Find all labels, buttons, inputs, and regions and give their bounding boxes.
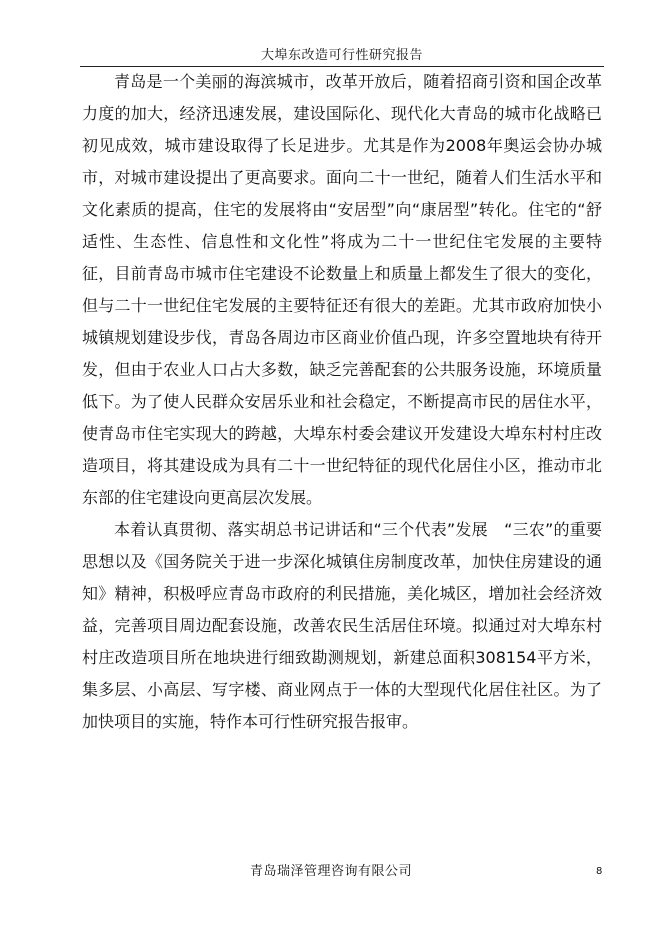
body-text bbox=[82, 66, 602, 738]
page-number: 8 bbox=[596, 866, 603, 877]
paragraph-2: 本着认真贯彻、落实胡总书记讲话和“三个代表”发展 “三农”的重要思想以及《国务院关于进一步深化城镇住房制度改革，加快住房建设的通知》精神，积极呼应青岛市政府的利民措施，美化城区，增加社会经济效益，完善项目周边配套设施，改善农民生活居住环境。拟通过对大埠东村村庄改造项目所在地块进行细致勘测规划，新建总面积308154平方米，集多层、小高层、写字楼、商业网点于一体的大型现代化居住社区。为了加快项目的实施，特作本可行性研究报告报审。 bbox=[82, 520, 602, 731]
footer-company: 青岛瑞泽管理咨询有限公司 bbox=[249, 864, 412, 879]
header-title: 大埠东改造可行性研究报告 bbox=[260, 48, 423, 63]
paragraph-1: 青岛是一个美丽的海滨城市，改革开放后，随着招商引资和国企改革力度的加大，经济迅速发展，建设国际化、现代化大青岛的城市化战略已初见成效，城市建设取得了长足进步。尤其是作为2008年奥运会协办城市，对城市建设提出了更高要求。面向二十一世纪，随着人们生活水平和文化素质的提高，住宅的发展将由“安居型”向“康居型”转化。住宅的“舒适性、生态性、信息性和文化性”将成为二十一世纪住宅发展的主要特征，目前青岛市城市住宅建设不论数量上和质量上都发生了很大的变化，但与二十一世纪住宅发展的主要特征还有很大的差距。尤其市政府加快小城镇规划建设步伐，青岛各周边市区商业价值凸现，许多空置地块有待开发，但由于农业人口占大多数，缺乏完善配套的公共服务设施，环境质量低下。为了使人民群众安居乐业和社会稳定，不断提高市民的居住水平，使青岛市住宅实现大的跨越，大埠东村委会建议开发建设大埠东村村庄改造项目，将其建设成为具有二十一世纪特征的现代化居住小区，推动市北东部的住宅建设向更高层次发展。 bbox=[82, 72, 602, 507]
